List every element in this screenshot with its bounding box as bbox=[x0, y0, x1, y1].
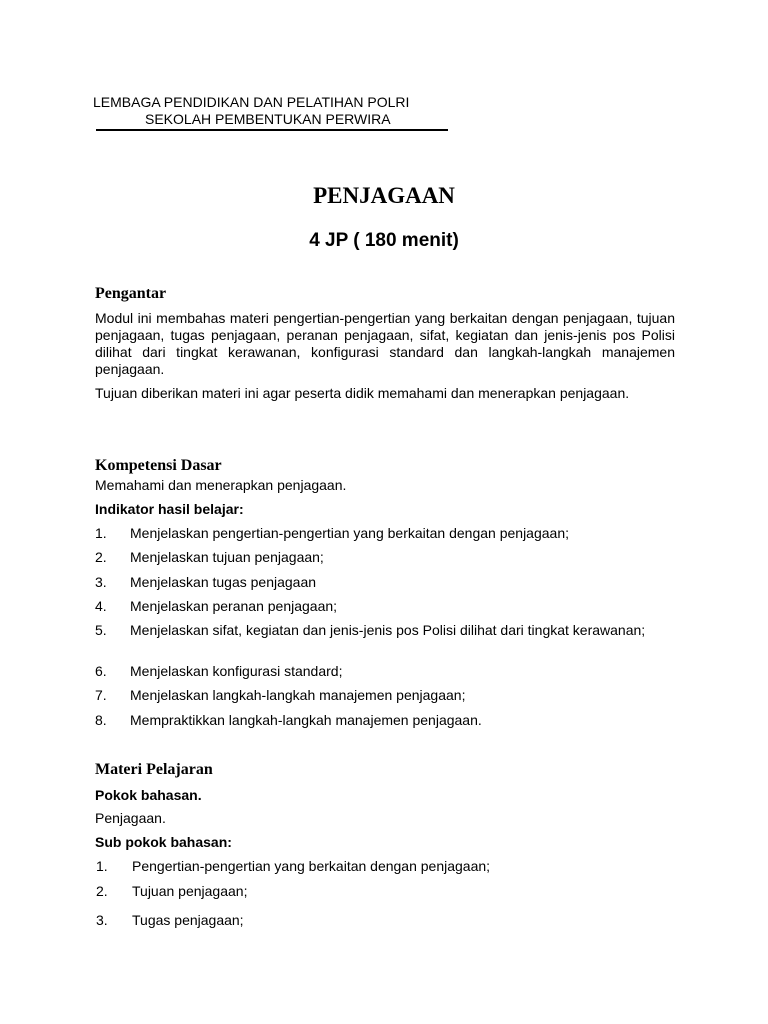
item-number: 7. bbox=[95, 687, 107, 703]
item-text: Menjelaskan tujuan penjagaan; bbox=[130, 549, 324, 565]
item-number: 2. bbox=[96, 883, 108, 899]
item-text: Menjelaskan sifat, kegiatan dan jenis-jenis pos Polisi dilihat dari tingkat kerawanan; bbox=[130, 622, 646, 638]
document-title: PENJAGAAN bbox=[313, 183, 455, 208]
item-text: Mempraktikkan langkah-langkah manajemen penjagaan. bbox=[130, 712, 482, 728]
indikator-label: Indikator hasil belajar: bbox=[95, 501, 244, 517]
item-text: Menjelaskan langkah-langkah manajemen penjagaan; bbox=[130, 687, 466, 703]
item-number: 5. bbox=[95, 622, 107, 638]
institution-name: LEMBAGA PENDIDIKAN DAN PELATIHAN POLRI bbox=[93, 94, 410, 110]
item-text: Menjelaskan konfigurasi standard; bbox=[130, 663, 343, 679]
item-number: 6. bbox=[95, 663, 107, 679]
pokok-bahasan-label: Pokok bahasan. bbox=[95, 787, 202, 803]
item-text: Menjelaskan tugas penjagaan bbox=[130, 574, 317, 590]
item-number: 3. bbox=[96, 912, 108, 928]
kompetensi-heading: Kompetensi Dasar bbox=[95, 457, 222, 474]
header-rule bbox=[96, 129, 448, 131]
materi-heading: Materi Pelajaran bbox=[95, 761, 213, 778]
pengantar-paragraph-1: Modul ini membahas materi pengertian-pengertian yang berkaitan dengan penjagaan, tujuan penjagaan, tugas penjagaan, peranan penjagaan, sifat, kegiatan dan jenis-jenis pos Polisi dilihat dari tingkat kerawanan, konfigurasi standard dan langkah-langkah manajemen penjagaan. bbox=[95, 310, 675, 377]
item-number: 8. bbox=[95, 712, 107, 728]
pengantar-paragraph-2: Tujuan diberikan materi ini agar peserta didik memahami dan menerapkan penjagaan. bbox=[95, 385, 630, 401]
school-name: SEKOLAH PEMBENTUKAN PERWIRA bbox=[145, 111, 391, 127]
item-number: 2. bbox=[95, 549, 107, 565]
item-number: 1. bbox=[96, 858, 108, 874]
item-number: 1. bbox=[95, 525, 107, 541]
pengantar-heading: Pengantar bbox=[95, 285, 167, 302]
item-number: 3. bbox=[95, 574, 107, 590]
item-text: Menjelaskan peranan penjagaan; bbox=[130, 598, 338, 614]
item-text: Tugas penjagaan; bbox=[132, 912, 244, 928]
item-text: Tujuan penjagaan; bbox=[132, 883, 248, 899]
document-subtitle: 4 JP ( 180 menit) bbox=[309, 230, 459, 251]
item-text: Menjelaskan pengertian-pengertian yang berkaitan dengan penjagaan; bbox=[130, 525, 569, 541]
kompetensi-text: Memahami dan menerapkan penjagaan. bbox=[95, 477, 347, 493]
sub-pokok-bahasan-label: Sub pokok bahasan: bbox=[95, 834, 232, 850]
pokok-bahasan-text: Penjagaan. bbox=[95, 810, 166, 826]
item-text: Pengertian-pengertian yang berkaitan dengan penjagaan; bbox=[132, 858, 491, 874]
item-number: 4. bbox=[95, 598, 107, 614]
